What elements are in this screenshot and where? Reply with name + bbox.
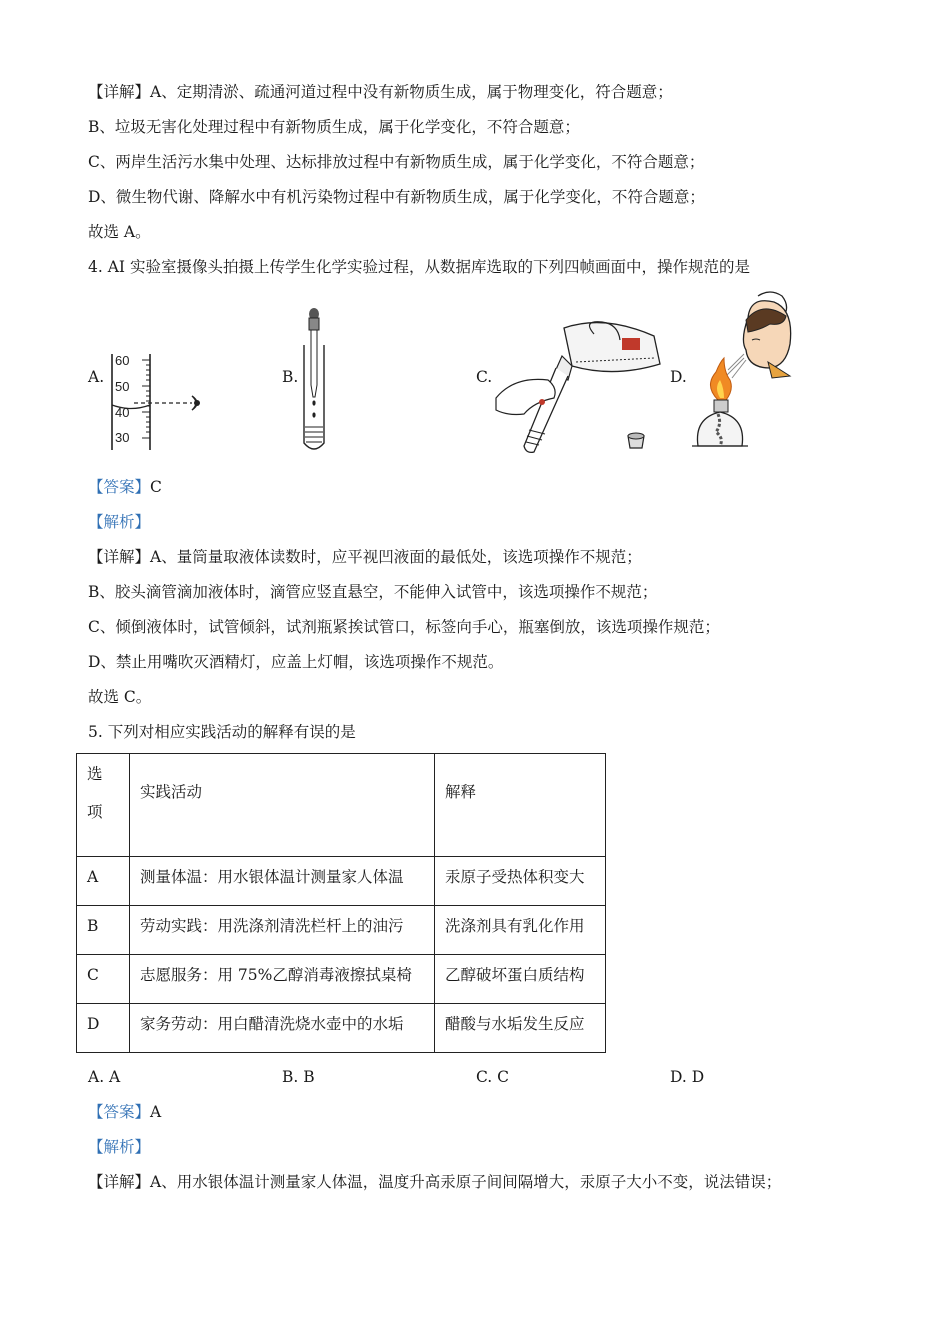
table-row: D 家务劳动：用白醋清洗烧水壶中的水垢 醋酸与水垢发生反应 (77, 1004, 606, 1053)
q5-answer: 【答案】A (88, 1103, 162, 1121)
q4-stem: 4. AI 实验室摄像头拍摄上传学生化学实验过程，从数据库选取的下列四帧画面中，操作规范的是 (88, 258, 750, 276)
q3-choice: 故选 A。 (88, 223, 151, 241)
q5-option-b: B. B (282, 1068, 315, 1086)
detail-tag: 【详解】 (88, 1173, 151, 1191)
detail-tag: 【详解】 (88, 83, 151, 101)
answer-tag: 【答案】 (88, 478, 151, 496)
q5-table (76, 753, 606, 1053)
q5-detail-a: 【详解】A、用水银体温计测量家人体温，温度升高汞原子间间隔增大，汞原子大小不变，说法错误； (88, 1173, 782, 1191)
q3-detail-b: B、垃圾无害化处理过程中有新物质生成，属于化学变化，不符合题意； (88, 118, 580, 136)
blowing-lamp-figure (690, 290, 810, 456)
answer-tag: 【答案】 (88, 1103, 151, 1121)
table-row: B 劳动实践：用洗涤剂清洗栏杆上的油污 洗涤剂具有乳化作用 (77, 906, 606, 955)
q4-detail-a: 【详解】A、量筒量取液体读数时，应平视凹液面的最低处，该选项操作不规范； (88, 548, 642, 566)
q5-option-c: C. C (476, 1068, 510, 1086)
q5-option-d: D. D (670, 1068, 705, 1086)
q5-stem: 5. 下列对相应实践活动的解释有误的是 (88, 723, 356, 741)
tick-label: 60 (115, 353, 130, 368)
header-cell-explanation: 解释 (435, 754, 606, 857)
detail-tag: 【详解】 (88, 548, 151, 566)
tick-label: 50 (115, 379, 130, 394)
pouring-liquid-figure (494, 318, 674, 458)
q5-option-a: A. A (88, 1068, 121, 1086)
header-cell-option: 选 项 (77, 754, 130, 857)
q4-option-d-label: D. (670, 368, 687, 386)
q4-option-c-label: C. (476, 368, 493, 386)
q3-detail-d: D、微生物代谢、降解水中有机污染物过程中有新物质生成，属于化学变化，不符合题意； (88, 188, 705, 206)
q3-detail-a: 【详解】A、定期清淤、疏通河道过程中没有新物质生成，属于物理变化，符合题意； (88, 83, 673, 101)
q4-option-a-label: A. (88, 368, 105, 386)
dropper-test-tube-figure (296, 305, 336, 455)
tick-label: 30 (115, 430, 130, 445)
tick-label: 40 (115, 405, 130, 420)
q4-option-b-label: B. (282, 368, 299, 386)
q5-analysis-tag: 【解析】 (88, 1138, 151, 1156)
q3-detail-c: C、两岸生活污水集中处理、达标排放过程中有新物质生成，属于化学变化，不符合题意； (88, 153, 705, 171)
q4-detail-c: C、倾倒液体时，试管倾斜，试剂瓶紧挨试管口，标签向手心，瓶塞倒放，该选项操作规范； (88, 618, 720, 636)
graduated-cylinder-figure (104, 350, 214, 454)
q4-answer: 【答案】C (88, 478, 162, 496)
q4-detail-b: B、胶头滴管滴加液体时，滴管应竖直悬空，不能伸入试管中，该选项操作不规范； (88, 583, 658, 601)
table-header-row (77, 754, 606, 857)
q4-choice: 故选 C。 (88, 688, 152, 706)
q4-analysis-tag: 【解析】 (88, 513, 151, 531)
header-cell-activity: 实践活动 (130, 754, 435, 857)
table-row: C 志愿服务：用 75%乙醇消毒液擦拭桌椅 乙醇破坏蛋白质结构 (77, 955, 606, 1004)
table-row: A 测量体温：用水银体温计测量家人体温 汞原子受热体积变大 (77, 857, 606, 906)
q4-detail-d: D、禁止用嘴吹灭酒精灯，应盖上灯帽，该选项操作不规范。 (88, 653, 504, 671)
